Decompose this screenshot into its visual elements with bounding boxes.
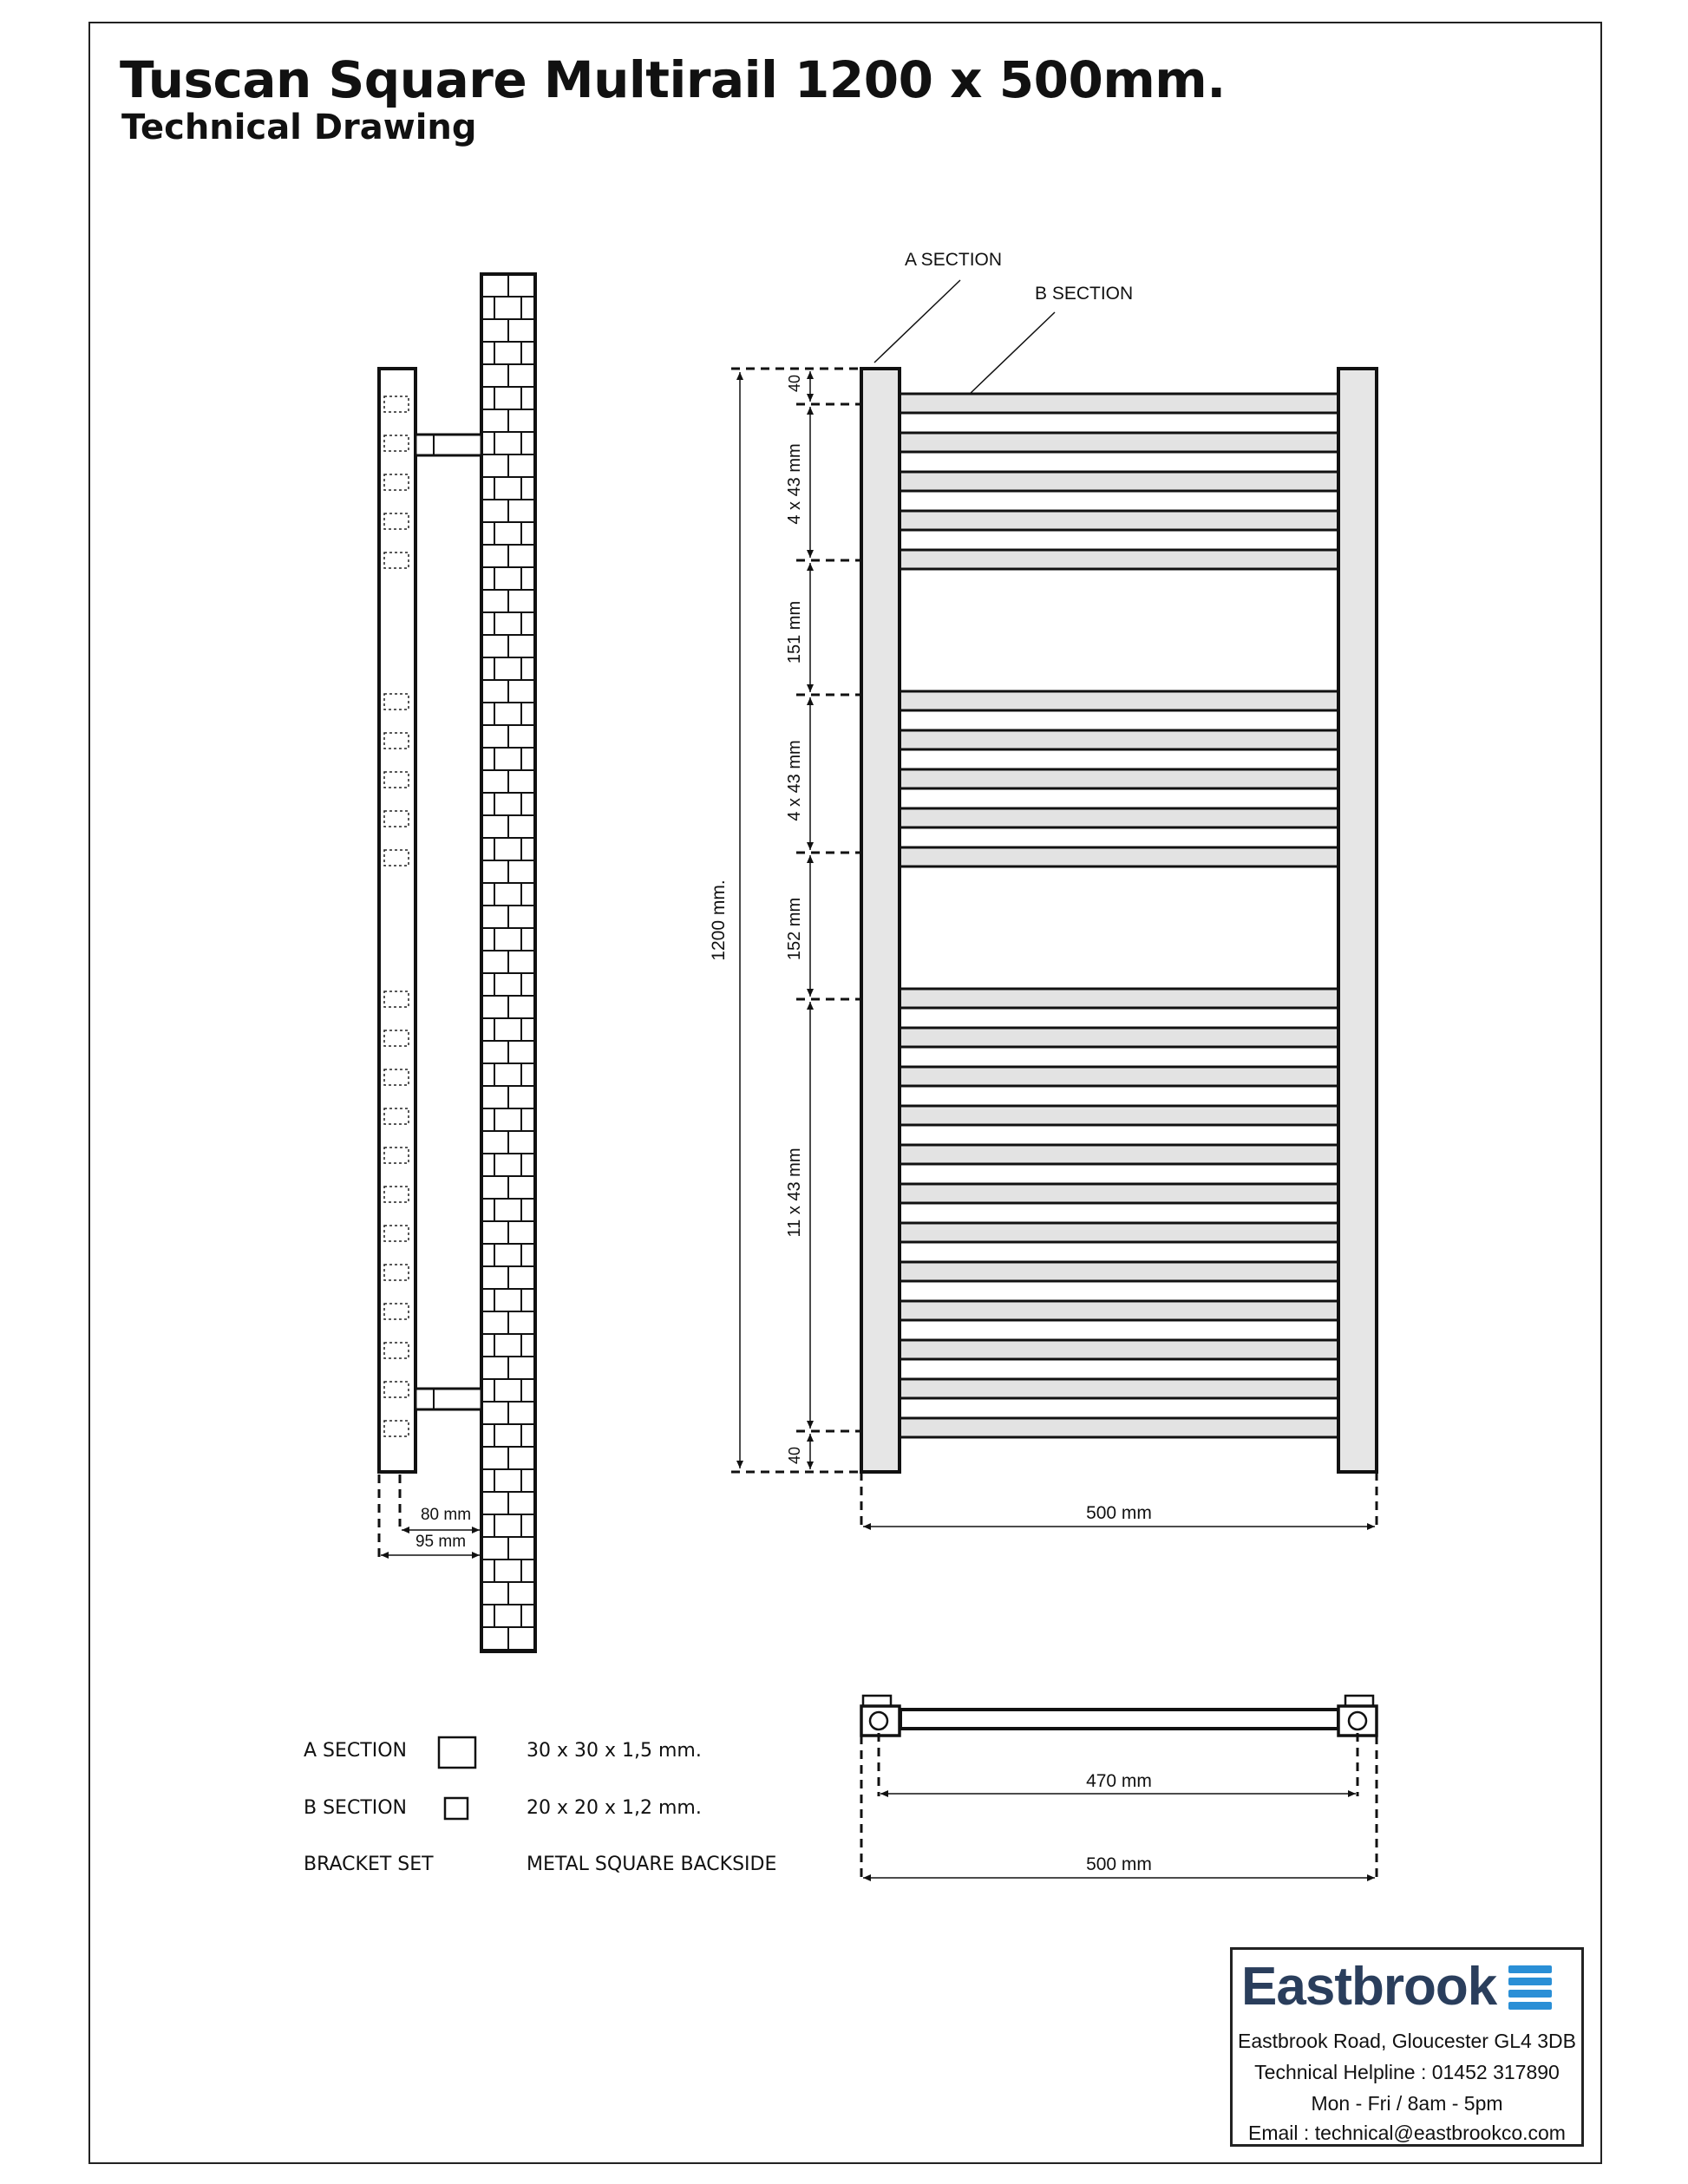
- wall-bracket-top: [415, 435, 481, 455]
- a-section-label: A SECTION: [905, 250, 1003, 270]
- page-subtitle: Technical Drawing: [121, 108, 477, 147]
- top-view-right-fitting: [1338, 1696, 1377, 1736]
- crossbar: [900, 1301, 1338, 1320]
- dim-470-label: 470 mm: [1086, 1771, 1152, 1791]
- dim-1200-label: 1200 mm.: [709, 879, 729, 961]
- contact-email: Email : technical@eastbrookco.com: [1248, 2122, 1566, 2144]
- crossbar: [900, 1184, 1338, 1203]
- crossbar: [900, 472, 1338, 491]
- crossbar: [900, 1418, 1338, 1437]
- crossbar: [900, 1379, 1338, 1398]
- front-crossbars: [900, 394, 1338, 1437]
- crossbar: [900, 394, 1338, 413]
- crossbar: [900, 1028, 1338, 1047]
- crossbar: [900, 847, 1338, 866]
- legend-a-name: A SECTION: [304, 1740, 407, 1762]
- company-info-box: [1230, 1947, 1584, 2147]
- a-section-leader: [874, 280, 960, 363]
- brick-wall: [481, 274, 535, 1651]
- top-view-left-fitting: [861, 1696, 900, 1736]
- technical-helpline: Technical Helpline : 01452 317890: [1254, 2061, 1560, 2083]
- top-view: [861, 1696, 1377, 1880]
- crossbar: [900, 808, 1338, 827]
- dim-500-top-label: 500 mm: [1086, 1854, 1152, 1874]
- dim-4x43-a-label: 4 x 43 mm: [785, 443, 804, 525]
- segment-extension-lines: [796, 404, 861, 1431]
- crossbar: [900, 550, 1338, 569]
- legend-bracket-spec: METAL SQUARE BACKSIDE: [527, 1854, 777, 1875]
- company-address: Eastbrook Road, Gloucester GL4 3DB: [1238, 2030, 1576, 2052]
- side-view: [379, 274, 535, 1651]
- crossbar: [900, 989, 1338, 1008]
- wave-lines-icon: [1508, 1964, 1552, 2011]
- left-upright: [861, 369, 900, 1472]
- dim-95-label: 95 mm: [415, 1533, 467, 1551]
- b-section-leader: [969, 312, 1055, 395]
- dim-40-top-label: 40: [786, 374, 803, 393]
- crossbar: [900, 1340, 1338, 1359]
- crossbar: [900, 1106, 1338, 1125]
- dim-151-label: 151 mm: [785, 600, 804, 664]
- dim-500-front-label: 500 mm: [1086, 1503, 1152, 1523]
- dim-80-label: 80 mm: [420, 1506, 472, 1524]
- opening-hours: Mon - Fri / 8am - 5pm: [1311, 2092, 1503, 2115]
- legend-b-name: B SECTION: [304, 1797, 408, 1819]
- crossbar: [900, 1145, 1338, 1164]
- right-upright: [1338, 369, 1377, 1472]
- crossbar: [900, 1223, 1338, 1242]
- top-view-bar: [900, 1710, 1338, 1729]
- legend-b-spec: 20 x 20 x 1,2 mm.: [527, 1797, 702, 1819]
- brand-row: [1241, 1957, 1552, 2017]
- crossbar: [900, 691, 1338, 710]
- dim-152-label: 152 mm: [785, 897, 804, 961]
- legend-a-spec: 30 x 30 x 1,5 mm.: [527, 1740, 702, 1762]
- dim-11x43-label: 11 x 43 mm: [785, 1148, 804, 1238]
- brand-logo-text: Eastbrook: [1241, 1957, 1497, 2017]
- side-profile-rail: [379, 369, 415, 1472]
- dim-4x43-b-label: 4 x 43 mm: [785, 740, 804, 821]
- b-section-symbol: [445, 1798, 468, 1819]
- crossbar: [900, 730, 1338, 749]
- legend-bracket-name: BRACKET SET: [304, 1854, 434, 1875]
- crossbar: [900, 1262, 1338, 1281]
- crossbar: [900, 1067, 1338, 1086]
- crossbar: [900, 433, 1338, 452]
- crossbar: [900, 511, 1338, 530]
- page-title: Tuscan Square Multirail 1200 x 500mm.: [120, 50, 1226, 109]
- a-section-symbol: [439, 1737, 475, 1768]
- crossbar: [900, 769, 1338, 788]
- wall-bracket-bottom: [415, 1389, 481, 1409]
- front-view: [709, 250, 1377, 1528]
- dim-40-bottom-label: 40: [786, 1446, 803, 1465]
- b-section-label: B SECTION: [1035, 284, 1134, 304]
